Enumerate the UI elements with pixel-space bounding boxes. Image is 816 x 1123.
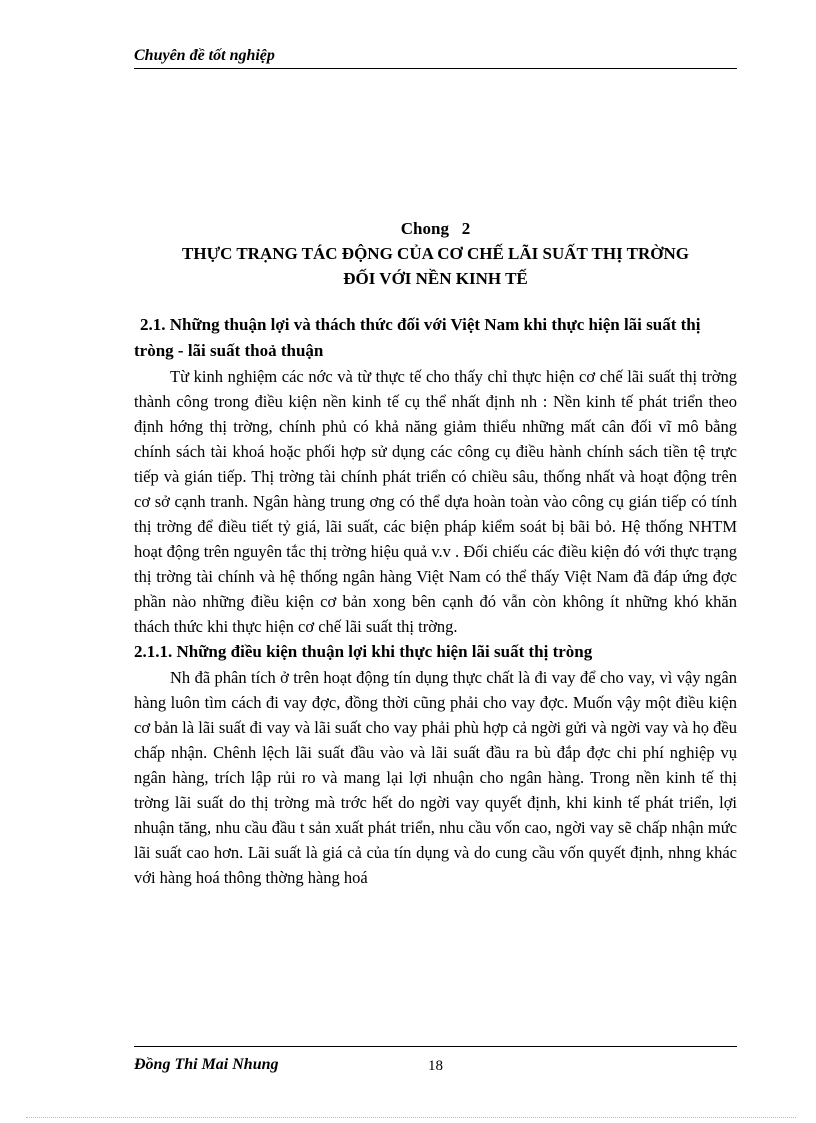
section-2-1-1-paragraph: Nh đã phân tích ở trên hoạt động tín dụng thực chất là đi vay để cho vay, vì vậy ngân hàng luôn tìm cách đi vay đợc, đồng thời cũng phải cho vay đợc. Muốn vậy một điều kiện cơ bản là lãi suất đi vay và lãi suất cho vay phải phù hợp cả ngời gửi và ngời vay và họ đều chấp nhận. Chênh lệch lãi suất đầu vào và lãi suất đầu ra bù đắp đợc chi phí nghiệp vụ ngân hàng, trích lập rủi ro và mang lại lợi nhuận cho ngân hàng. Trong nền kinh tế thị trờng lãi suất do thị trờng mà trớc hết do ngời vay quyết định, khi kinh tế phát triển, lợi nhuận tăng, nhu cầu đầu t sản xuất phát triển, nhu cầu vốn cao, ngời vay sẽ chấp nhận mức lãi suất cao hơn. Lãi suất là giá cả của tín dụng và do cung cầu vốn quyết định, nhng khác với hàng hoá thông thờng hàng hoá (134, 668, 737, 887)
footer-divider (134, 1046, 737, 1047)
chapter-title-line-2: ĐỐI VỚI NỀN KINH TẾ (343, 269, 528, 288)
section-heading-2-1-1: 2.1.1. Những điều kiện thuận lợi khi thực hiện lãi suất thị tròng (134, 642, 593, 661)
chapter-title-line-1: THỰC TRẠNG TÁC ĐỘNG CỦA CƠ CHẾ LÃI SUẤT THỊ TRỜNG (182, 244, 689, 263)
section-2-1-paragraph: Từ kinh nghiệm các nớc và từ thực tế cho thấy chỉ thực hiện cơ chế lãi suất thị trờng thành công trong điều kiện nền kinh tế cụ thể nhất định nh : Nền kinh tế phát triển theo định hớng thị trờng, chính phủ có khả năng giảm thiểu những mất cân đối vĩ mô bằng chính sách tài khoá hoặc phối hợp sử dụng các công cụ điều hành chính sách tiền tệ trực tiếp và gián tiếp. Thị trờng tài chính phát triển có chiều sâu, thống nhất và hoạt động trên cơ sở cạnh tranh. Ngân hàng trung ơng có thể dựa hoàn toàn vào công cụ gián tiếp có tính thị trờng để điều tiết tỷ giá, lãi suất, các biện pháp kiểm soát bị bãi bỏ. Hệ thống NHTM hoạt động trên nguyên tắc thị trờng hiệu quả v.v . Đối chiếu các điều kiện đó với thực trạng thị trờng tài chính và hệ thống ngân hàng Việt Nam có thể thấy Việt Nam đã đáp ứng đợc phần nào những điều kiện cơ bản xong bên cạnh đó vẫn còn không ít những khó khăn thách thức khi thực hiện cơ chế lãi suất thị trờng. (134, 367, 737, 636)
footer-author: Đồng Thi Mai Nhung (134, 1056, 279, 1073)
section-heading-2-1: 2.1. Những thuận lợi và thách thức đối với Việt Nam khi thực hiện lãi suất thị tròng - lãi suất thoả thuận (134, 315, 701, 360)
chapter-heading (134, 216, 737, 291)
page-number: 18 (428, 1058, 443, 1074)
header-divider (134, 68, 737, 69)
page-edge-dotted-line (26, 1117, 796, 1118)
body-text (134, 312, 737, 890)
chapter-number: Chong 2 (400, 219, 471, 238)
running-header-title: Chuyên đề tốt nghiệp (134, 47, 275, 64)
